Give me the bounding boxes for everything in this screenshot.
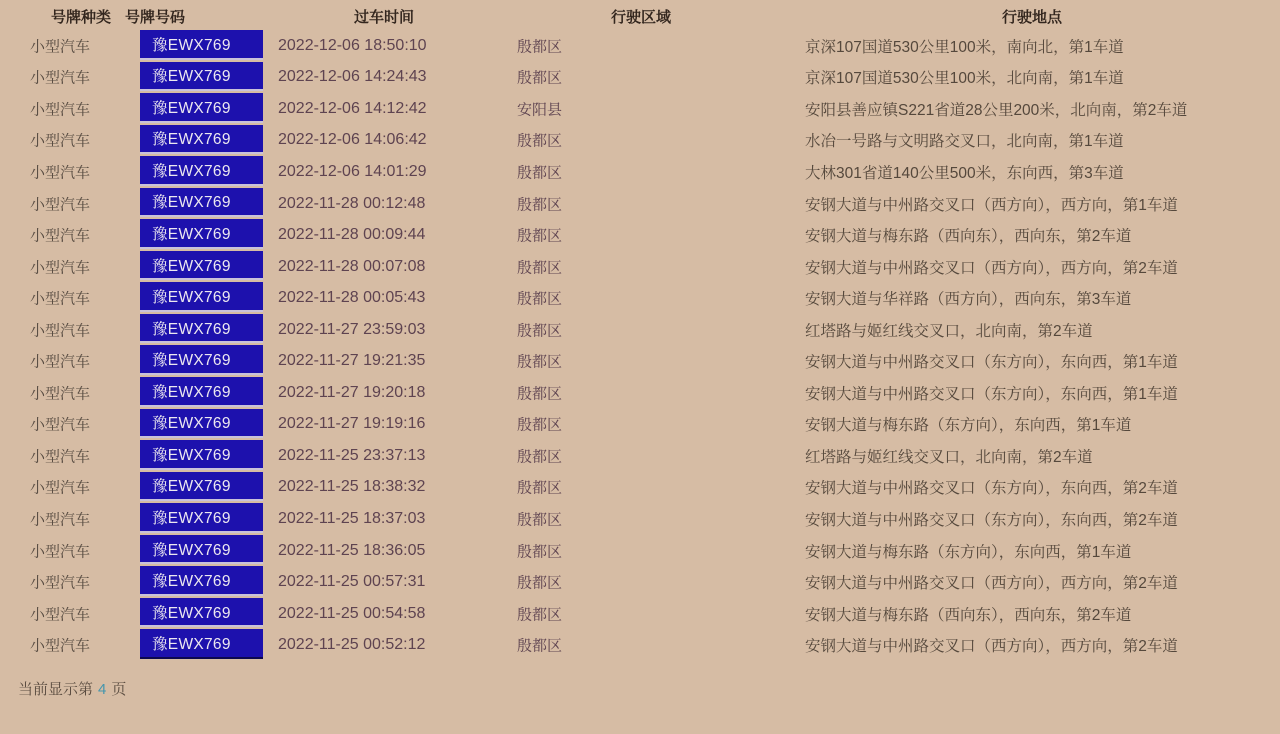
plate-type-cell: 小型汽车 [30,259,91,277]
pass-time-cell: 2022-12-06 14:24:43 [278,68,427,86]
table-row [0,188,1280,220]
table-row [0,93,1280,125]
plate-number-cell[interactable]: 豫EWX769 [140,409,263,439]
plate-type-cell: 小型汽车 [30,606,91,624]
driving-location-cell: 安钢大道与中州路交叉口（西方向），西方向，第2车道 [805,259,1178,277]
plate-number-cell[interactable]: 豫EWX769 [140,314,263,344]
plate-number-cell[interactable]: 豫EWX769 [140,125,263,155]
plate-type-cell: 小型汽车 [30,511,91,529]
plate-type-cell: 小型汽车 [30,353,91,371]
pass-time-cell: 2022-11-27 19:19:16 [278,415,426,433]
driving-area-cell: 殷都区 [517,38,563,56]
driving-location-cell: 安钢大道与中州路交叉口（东方向），东向西，第2车道 [805,480,1178,498]
driving-area-cell: 殷都区 [517,322,563,340]
header-driving-area: 行驶区域 [610,9,672,26]
clipped-bottom-text [8,730,168,734]
driving-area-cell: 殷都区 [517,196,563,213]
plate-type-cell: 小型汽车 [30,101,91,119]
driving-location-cell: 安钢大道与梅东路（东方向），东向西，第1车道 [805,417,1132,435]
table-row [0,629,1280,661]
table-row [0,535,1280,567]
driving-location-cell: 红塔路与姬红线交叉口，北向南，第2车道 [805,322,1093,340]
driving-location-cell: 京深107国道530公里100米，南向北，第1车道 [805,38,1124,56]
plate-type-cell: 小型汽车 [30,479,91,497]
driving-area-cell: 殷都区 [517,385,563,403]
plate-type-cell: 小型汽车 [30,416,91,434]
driving-area-cell: 殷都区 [517,227,563,245]
pass-time-cell: 2022-11-25 18:37:03 [278,509,426,527]
plate-number-cell[interactable]: 豫EWX769 [140,188,263,218]
driving-area-cell: 安阳县 [517,101,563,119]
plate-type-cell: 小型汽车 [30,448,91,466]
pagination-suffix: 页 [111,681,127,698]
driving-area-cell: 殷都区 [517,259,563,277]
driving-location-cell: 安阳县善应镇S221省道28公里200米，北向南，第2车道 [805,101,1188,119]
plate-type-cell: 小型汽车 [30,637,91,655]
table-row [0,503,1280,535]
plate-number-cell[interactable]: 豫EWX769 [140,345,263,375]
pass-time-cell: 2022-11-25 00:57:31 [278,573,426,591]
header-pass-time: 过车时间 [353,9,415,26]
plate-number-cell[interactable]: 豫EWX769 [140,440,263,470]
plate-number-cell[interactable]: 豫EWX769 [140,62,263,92]
table-row [0,566,1280,598]
pass-time-cell: 2022-11-25 18:36:05 [278,541,426,559]
pass-time-cell: 2022-11-25 18:38:32 [278,478,426,496]
plate-type-cell: 小型汽车 [30,227,91,245]
table-row [0,30,1280,62]
driving-area-cell: 殷都区 [517,69,563,87]
pass-time-cell: 2022-12-06 14:06:42 [278,131,427,149]
driving-area-cell: 殷都区 [517,416,563,434]
driving-area-cell: 殷都区 [517,290,563,308]
pagination-prefix: 当前显示第 [18,681,94,698]
table-row [0,472,1280,504]
plate-number-cell[interactable]: 豫EWX769 [140,629,263,659]
plate-number-cell[interactable]: 豫EWX769 [140,598,263,628]
plate-type-cell: 小型汽车 [30,290,91,308]
table-row [0,219,1280,251]
driving-area-cell: 殷都区 [517,543,563,561]
pass-time-cell: 2022-11-28 00:05:43 [278,289,426,307]
driving-location-cell: 安钢大道与中州路交叉口（东方向），东向西，第2车道 [805,511,1178,529]
driving-area-cell: 殷都区 [517,637,563,655]
driving-location-cell: 安钢大道与中州路交叉口（西方向），西方向，第2车道 [805,638,1178,656]
plate-type-cell: 小型汽车 [30,543,91,561]
plate-number-cell[interactable]: 豫EWX769 [140,251,263,281]
plate-number-cell[interactable]: 豫EWX769 [140,535,263,565]
table-row [0,598,1280,630]
plate-type-cell: 小型汽车 [30,132,91,150]
table-row [0,345,1280,377]
driving-location-cell: 安钢大道与梅东路（西向东），西向东，第2车道 [805,606,1132,624]
pass-time-cell: 2022-11-27 23:59:03 [278,320,426,338]
driving-area-cell: 殷都区 [517,511,563,529]
table-row [0,62,1280,94]
pagination-status [18,678,126,699]
driving-location-cell: 安钢大道与华祥路（西方向），西向东，第3车道 [805,291,1132,309]
plate-number-cell[interactable]: 豫EWX769 [140,566,263,596]
plate-number-cell[interactable]: 豫EWX769 [140,282,263,312]
plate-number-cell[interactable]: 豫EWX769 [140,156,263,186]
driving-area-cell: 殷都区 [517,164,563,182]
table-row [0,409,1280,441]
plate-number-cell[interactable]: 豫EWX769 [140,503,263,533]
driving-location-cell: 水冶一号路与文明路交叉口，北向南，第1车道 [805,133,1124,151]
header-plate-type: 号牌种类 [50,9,112,26]
pass-time-cell: 2022-11-25 23:37:13 [278,446,426,464]
driving-location-cell: 安钢大道与中州路交叉口（东方向），东向西，第1车道 [805,385,1178,403]
driving-area-cell: 殷都区 [517,132,563,150]
plate-type-cell: 小型汽车 [30,196,91,213]
pass-time-cell: 2022-12-06 14:12:42 [278,99,427,117]
plate-type-cell: 小型汽车 [30,574,91,592]
plate-type-cell: 小型汽车 [30,385,91,403]
plate-type-cell: 小型汽车 [30,164,91,182]
table-row [0,440,1280,472]
plate-number-cell[interactable]: 豫EWX769 [140,93,263,123]
plate-number-cell[interactable]: 豫EWX769 [140,30,263,60]
pass-time-cell: 2022-11-25 00:52:12 [278,636,426,654]
driving-area-cell: 殷都区 [517,606,563,624]
driving-location-cell: 安钢大道与中州路交叉口（东方向），东向西，第1车道 [805,354,1178,372]
driving-location-cell: 安钢大道与中州路交叉口（西方向），西方向，第2车道 [805,575,1178,593]
current-page-number: 4 [98,681,107,698]
driving-location-cell: 安钢大道与梅东路（西向东），西向东，第2车道 [805,228,1132,246]
pass-time-cell: 2022-11-28 00:12:48 [278,194,426,212]
driving-location-cell: 大林301省道140公里500米，东向西，第3车道 [805,164,1124,182]
pass-time-cell: 2022-11-27 19:20:18 [278,383,426,401]
pass-time-cell: 2022-11-25 00:54:58 [278,604,426,622]
driving-area-cell: 殷都区 [517,479,563,497]
records-table-body [0,30,1280,661]
driving-location-cell: 京深107国道530公里100米，北向南，第1车道 [805,70,1124,88]
driving-area-cell: 殷都区 [517,448,563,466]
pass-time-cell: 2022-12-06 18:50:10 [278,36,427,54]
plate-type-cell: 小型汽车 [30,322,91,340]
table-row [0,251,1280,283]
pass-time-cell: 2022-12-06 14:01:29 [278,162,427,180]
driving-location-cell: 红塔路与姬红线交叉口，北向南，第2车道 [805,448,1093,466]
plate-number-cell[interactable]: 豫EWX769 [140,377,263,407]
plate-type-cell: 小型汽车 [30,38,91,56]
driving-area-cell: 殷都区 [517,574,563,592]
plate-number-cell[interactable]: 豫EWX769 [140,219,263,249]
table-row [0,282,1280,314]
table-row [0,156,1280,188]
table-header-row [0,0,1280,30]
plate-number-cell[interactable]: 豫EWX769 [140,472,263,502]
pass-time-cell: 2022-11-28 00:09:44 [278,226,426,244]
driving-location-cell: 安钢大道与梅东路（东方向），东向西，第1车道 [805,543,1132,561]
header-driving-location: 行驶地点 [1001,9,1063,26]
plate-type-cell: 小型汽车 [30,69,91,87]
header-plate-number: 号牌号码 [124,9,186,26]
table-row [0,125,1280,157]
pass-time-cell: 2022-11-28 00:07:08 [278,257,426,275]
driving-location-cell: 安钢大道与中州路交叉口（西方向），西方向，第1车道 [805,196,1178,214]
pass-time-cell: 2022-11-27 19:21:35 [278,352,426,370]
table-row [0,314,1280,346]
table-row [0,377,1280,409]
driving-area-cell: 殷都区 [517,353,563,371]
